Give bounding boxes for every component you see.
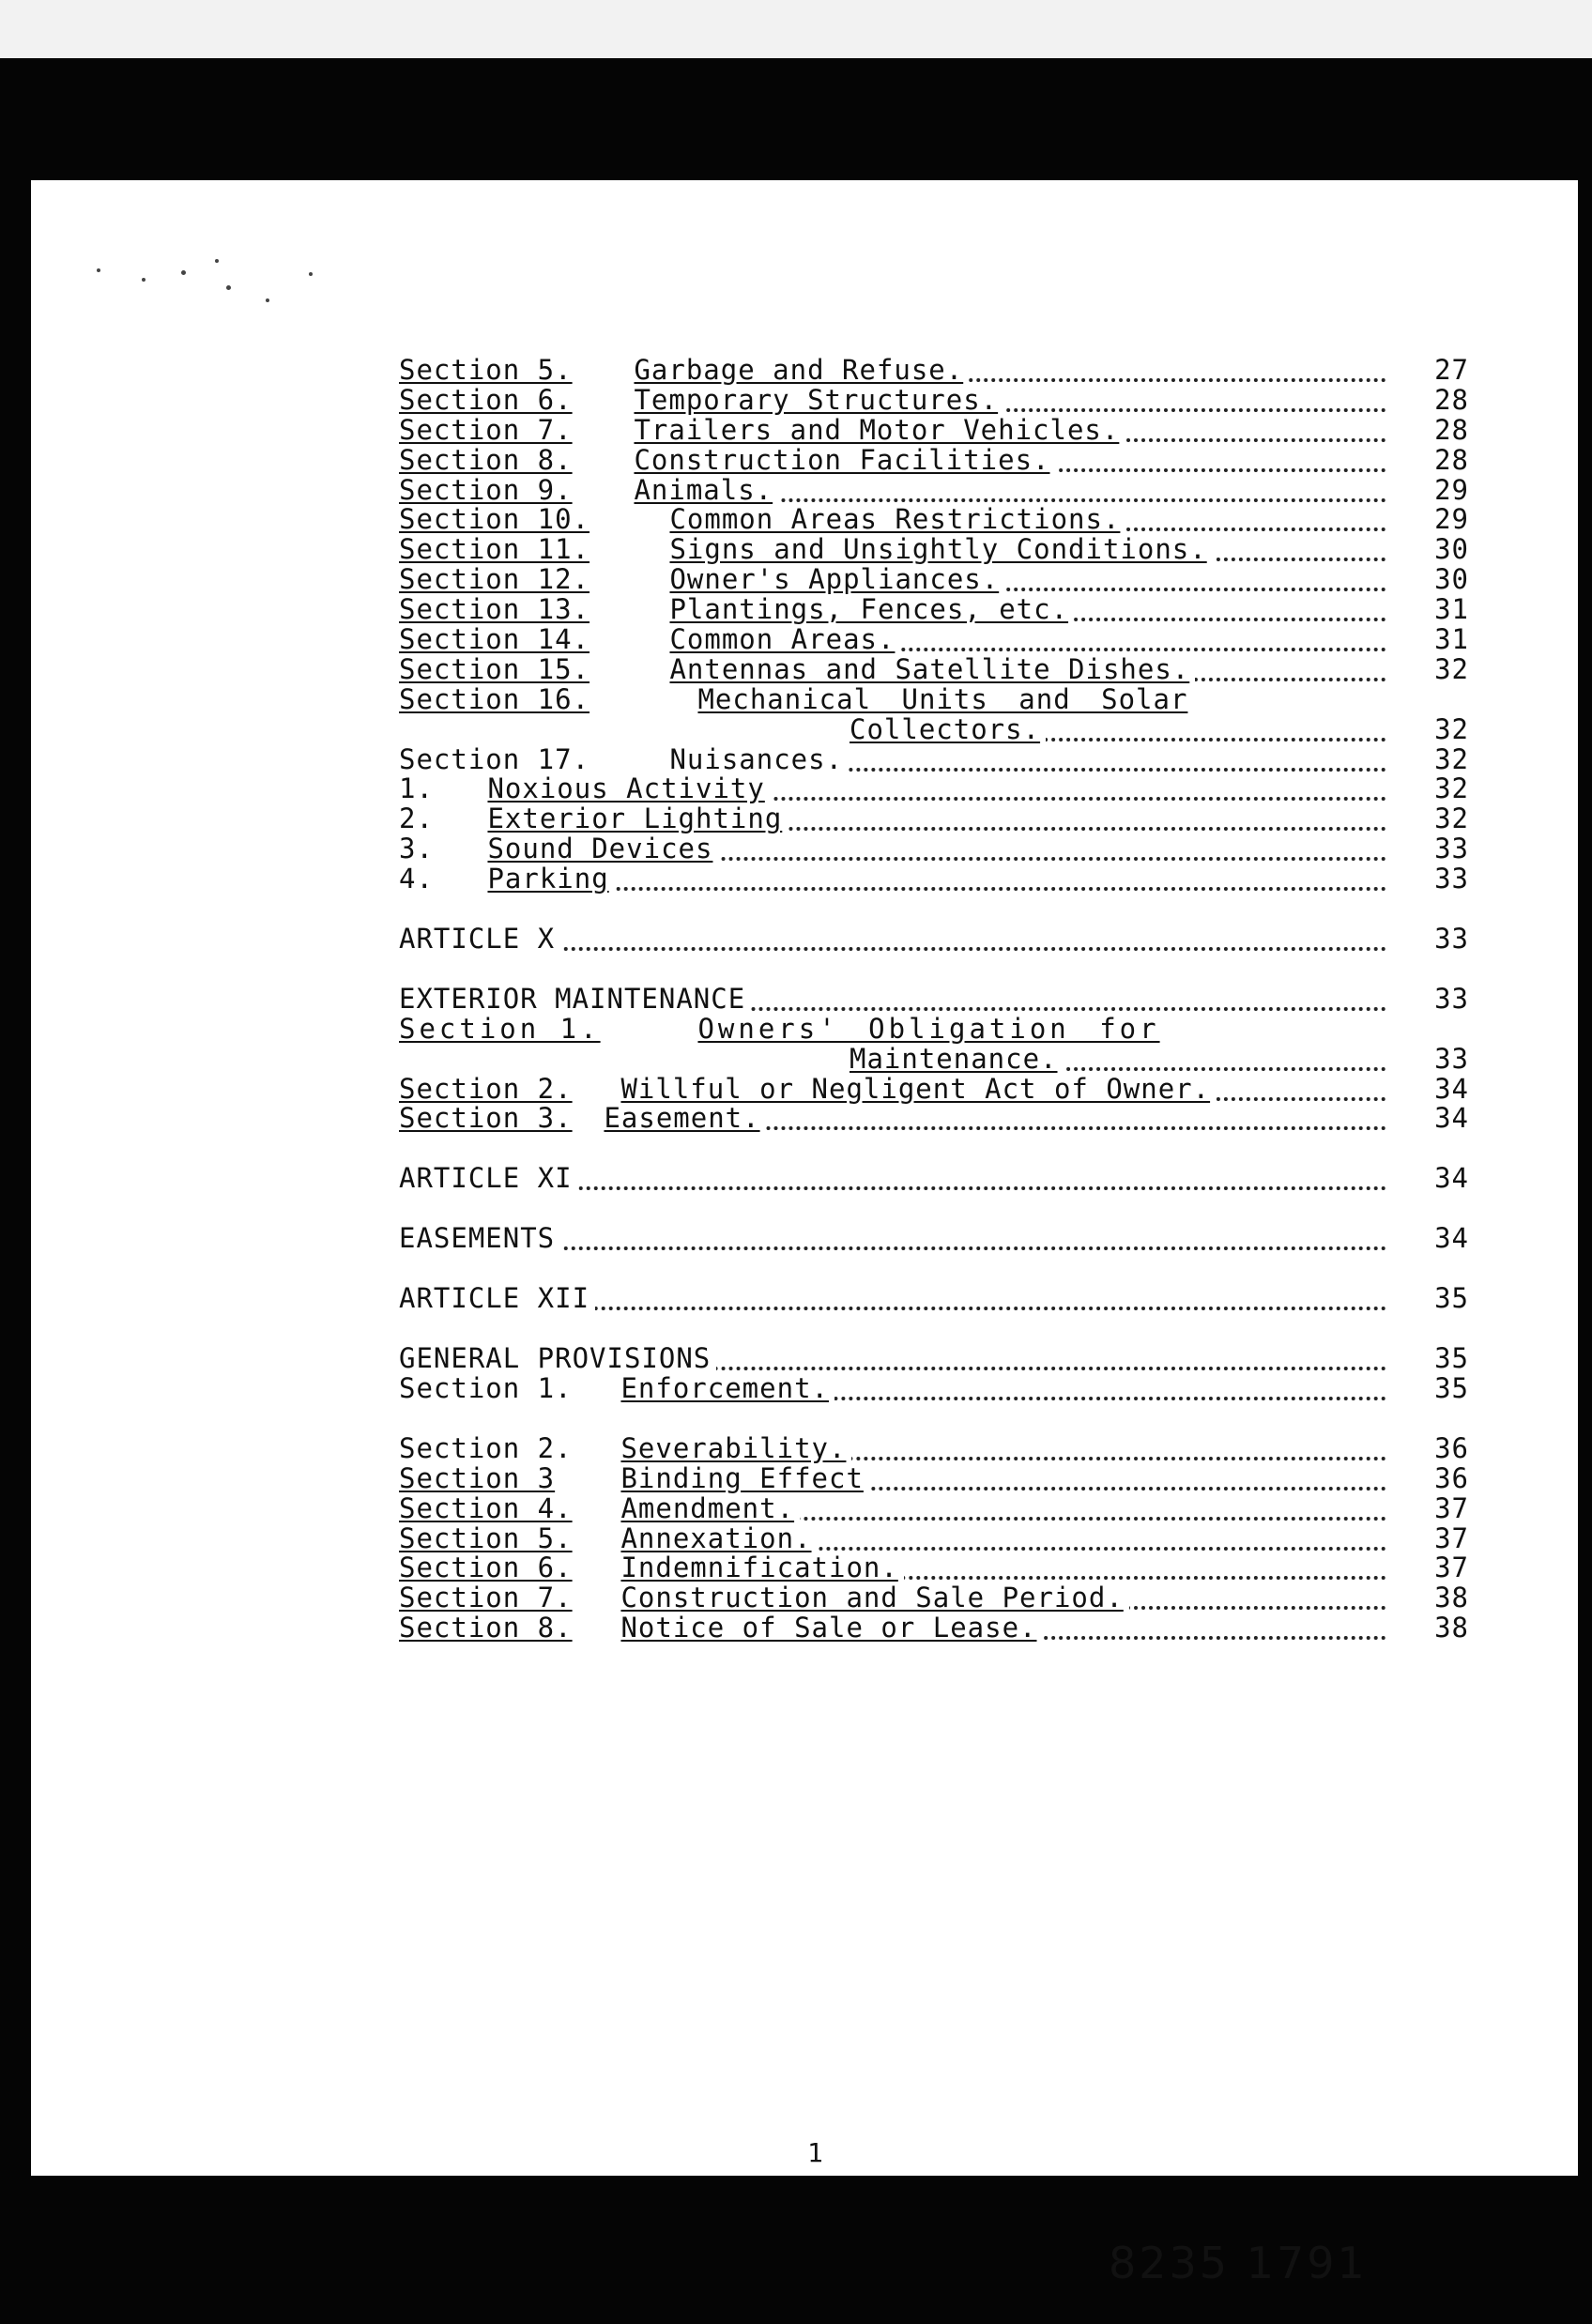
item-number: 4. — [399, 864, 434, 895]
page-ref: 31 — [1403, 595, 1469, 625]
item-title: Exterior Lighting — [487, 804, 783, 835]
section-title: Antennas and Satellite Dishes. — [669, 654, 1190, 685]
section-label: Section 17. — [399, 744, 590, 775]
section-title: Common Areas. — [669, 625, 896, 655]
section-label: Section 13. — [399, 595, 590, 626]
section-label: Section 11. — [399, 535, 590, 566]
article-title — [399, 1344, 1469, 1374]
page-number: 1 — [807, 2137, 823, 2168]
toc-entry — [399, 1524, 1469, 1554]
section-label: Section 3. — [399, 1104, 573, 1135]
section-label: Section 3 — [399, 1463, 556, 1494]
article-heading — [399, 1164, 1469, 1194]
toc-subentry — [399, 804, 1469, 834]
section-title: Garbage and Refuse. — [634, 356, 964, 386]
scan-speck — [309, 272, 313, 276]
section-label: Section 2. — [399, 1074, 573, 1105]
item-number: 3. — [399, 834, 434, 865]
section-title: Temporary Structures. — [634, 385, 999, 416]
section-label: Section 6. — [399, 1553, 573, 1584]
page-ref: 27 — [1403, 356, 1469, 386]
section-label: Section 7. — [399, 415, 573, 446]
section-label: Section 6. — [399, 385, 573, 416]
page-ref: 29 — [1403, 505, 1469, 535]
article-label: ARTICLE X — [399, 925, 560, 955]
section-label: Section 10. — [399, 505, 590, 536]
toc-subentry — [399, 834, 1469, 864]
article-label: ARTICLE XI — [399, 1164, 578, 1194]
section-title: Indemnification. — [620, 1553, 898, 1584]
toc-entry — [399, 565, 1469, 595]
section-title: Willful or Negligent Act of Owner. — [620, 1074, 1211, 1105]
toc-entry — [399, 1464, 1469, 1494]
article-title-label: EXTERIOR MAINTENANCE — [399, 985, 751, 1015]
section-title: Common Areas Restrictions. — [669, 505, 1121, 536]
toc-entry — [399, 386, 1469, 416]
section-title: Maintenance. — [850, 1044, 1058, 1075]
document-page — [31, 180, 1578, 2288]
page-ref: 29 — [1403, 476, 1469, 506]
toc-entry — [399, 1613, 1469, 1644]
toc-entry — [399, 505, 1469, 535]
section-label: Section 14. — [399, 625, 590, 655]
section-title: Collectors. — [850, 714, 1041, 745]
page-ref: 32 — [1403, 655, 1469, 685]
item-title: Noxious Activity — [487, 774, 765, 805]
item-number: 1. — [399, 774, 434, 805]
item-title: Parking — [487, 864, 609, 895]
article-heading — [399, 925, 1469, 955]
article-title-label: GENERAL PROVISIONS — [399, 1344, 716, 1374]
page-ref: 33 — [1403, 864, 1469, 894]
page-ref: 34 — [1403, 1224, 1469, 1254]
section-label: Section 5. — [399, 356, 573, 386]
toc-entry — [399, 416, 1469, 446]
section-label: Section 8. — [399, 445, 573, 476]
section-label: Section 1. — [399, 1014, 601, 1045]
page-ref: 34 — [1403, 1104, 1469, 1134]
section-title: Notice of Sale or Lease. — [620, 1613, 1037, 1644]
toc-entry-continued — [399, 1045, 1469, 1075]
section-title: Animals. — [634, 475, 773, 506]
toc-entry — [399, 655, 1469, 685]
toc-entry — [399, 1583, 1469, 1613]
section-title: Binding Effect — [620, 1463, 864, 1494]
section-label: Section 5. — [399, 1523, 573, 1554]
section-label: Section 16. — [399, 684, 590, 715]
page-ref: 34 — [1403, 1164, 1469, 1194]
scan-speck — [226, 285, 231, 290]
item-number: 2. — [399, 804, 434, 835]
toc-entry-continued — [399, 715, 1469, 745]
item-title: Sound Devices — [487, 834, 713, 865]
page-ref: 37 — [1403, 1553, 1469, 1583]
scan-speck — [266, 298, 269, 302]
article-label: ARTICLE XII — [399, 1284, 595, 1314]
toc-entry — [399, 625, 1469, 655]
section-title: Construction and Sale Period. — [620, 1583, 1124, 1614]
scan-speck — [181, 270, 186, 275]
section-title: Enforcement. — [620, 1373, 829, 1404]
section-title: Easement. — [604, 1104, 760, 1135]
page-ref: 32 — [1403, 715, 1469, 745]
toc-entry — [399, 535, 1469, 565]
page-ref: 32 — [1403, 804, 1469, 834]
section-title: Amendment. — [620, 1493, 795, 1524]
page-ref: 30 — [1403, 565, 1469, 595]
section-label: Section 1. — [399, 1373, 573, 1404]
section-title: Owners' Obligation for — [697, 1014, 1160, 1045]
toc-entry — [399, 1075, 1469, 1105]
toc-subentry — [399, 864, 1469, 894]
page-ref: 33 — [1403, 925, 1469, 955]
toc-subentry — [399, 774, 1469, 804]
scan-speck — [142, 278, 145, 282]
toc-entry — [399, 476, 1469, 506]
page-ref: 35 — [1403, 1374, 1469, 1404]
article-heading — [399, 1284, 1469, 1314]
section-label: Section 9. — [399, 475, 573, 506]
section-title: Owner's Appliances. — [669, 565, 1000, 596]
page-ref: 37 — [1403, 1494, 1469, 1524]
page-ref: 37 — [1403, 1524, 1469, 1554]
page-ref: 33 — [1403, 1045, 1469, 1075]
page-ref: 28 — [1403, 386, 1469, 416]
scan-speck — [97, 268, 100, 272]
section-title: Signs and Unsightly Conditions. — [669, 535, 1207, 566]
scan-speck — [215, 259, 219, 263]
page-ref: 31 — [1403, 625, 1469, 655]
section-title: Mechanical Units and Solar — [697, 684, 1188, 715]
page-ref: 28 — [1403, 446, 1469, 476]
section-title: Construction Facilities. — [634, 445, 1050, 476]
section-label: Section 15. — [399, 654, 590, 685]
table-of-contents — [399, 356, 1469, 1644]
page-ref: 30 — [1403, 535, 1469, 565]
page-ref: 36 — [1403, 1434, 1469, 1464]
section-label: Section 7. — [399, 1583, 573, 1614]
page-ref: 35 — [1403, 1284, 1469, 1314]
section-title: Nuisances. — [669, 744, 844, 775]
section-title: Trailers and Motor Vehicles. — [634, 415, 1120, 446]
toc-entry — [399, 595, 1469, 625]
toc-entry — [399, 1434, 1469, 1464]
article-title-label: EASEMENTS — [399, 1224, 560, 1254]
page-ref: 28 — [1403, 416, 1469, 446]
page-ref: 34 — [1403, 1075, 1469, 1105]
page-ref: 35 — [1403, 1344, 1469, 1374]
page-ref: 38 — [1403, 1583, 1469, 1613]
section-label: Section 8. — [399, 1613, 573, 1644]
toc-entry — [399, 1494, 1469, 1524]
section-label: Section 4. — [399, 1493, 573, 1524]
document-code: 8235 1791 — [1109, 2238, 1368, 2288]
toc-entry — [399, 1104, 1469, 1134]
section-label: Section 2. — [399, 1433, 573, 1464]
section-title: Severability. — [620, 1433, 847, 1464]
scan-top-band — [0, 0, 1592, 58]
section-title: Plantings, Fences, etc. — [669, 595, 1069, 626]
article-title — [399, 985, 1469, 1015]
toc-entry — [399, 1374, 1469, 1404]
section-label: Section 12. — [399, 565, 590, 596]
toc-entry — [399, 446, 1469, 476]
section-title: Annexation. — [620, 1523, 812, 1554]
toc-entry — [399, 1553, 1469, 1583]
page-ref: 38 — [1403, 1613, 1469, 1644]
page-ref: 36 — [1403, 1464, 1469, 1494]
article-title — [399, 1224, 1469, 1254]
toc-entry — [399, 685, 1469, 715]
page-ref: 33 — [1403, 985, 1469, 1015]
page-ref: 32 — [1403, 774, 1469, 804]
page-ref: 33 — [1403, 834, 1469, 864]
page-ref: 32 — [1403, 745, 1469, 775]
toc-entry — [399, 1015, 1469, 1045]
toc-entry — [399, 356, 1469, 386]
toc-entry — [399, 745, 1469, 775]
